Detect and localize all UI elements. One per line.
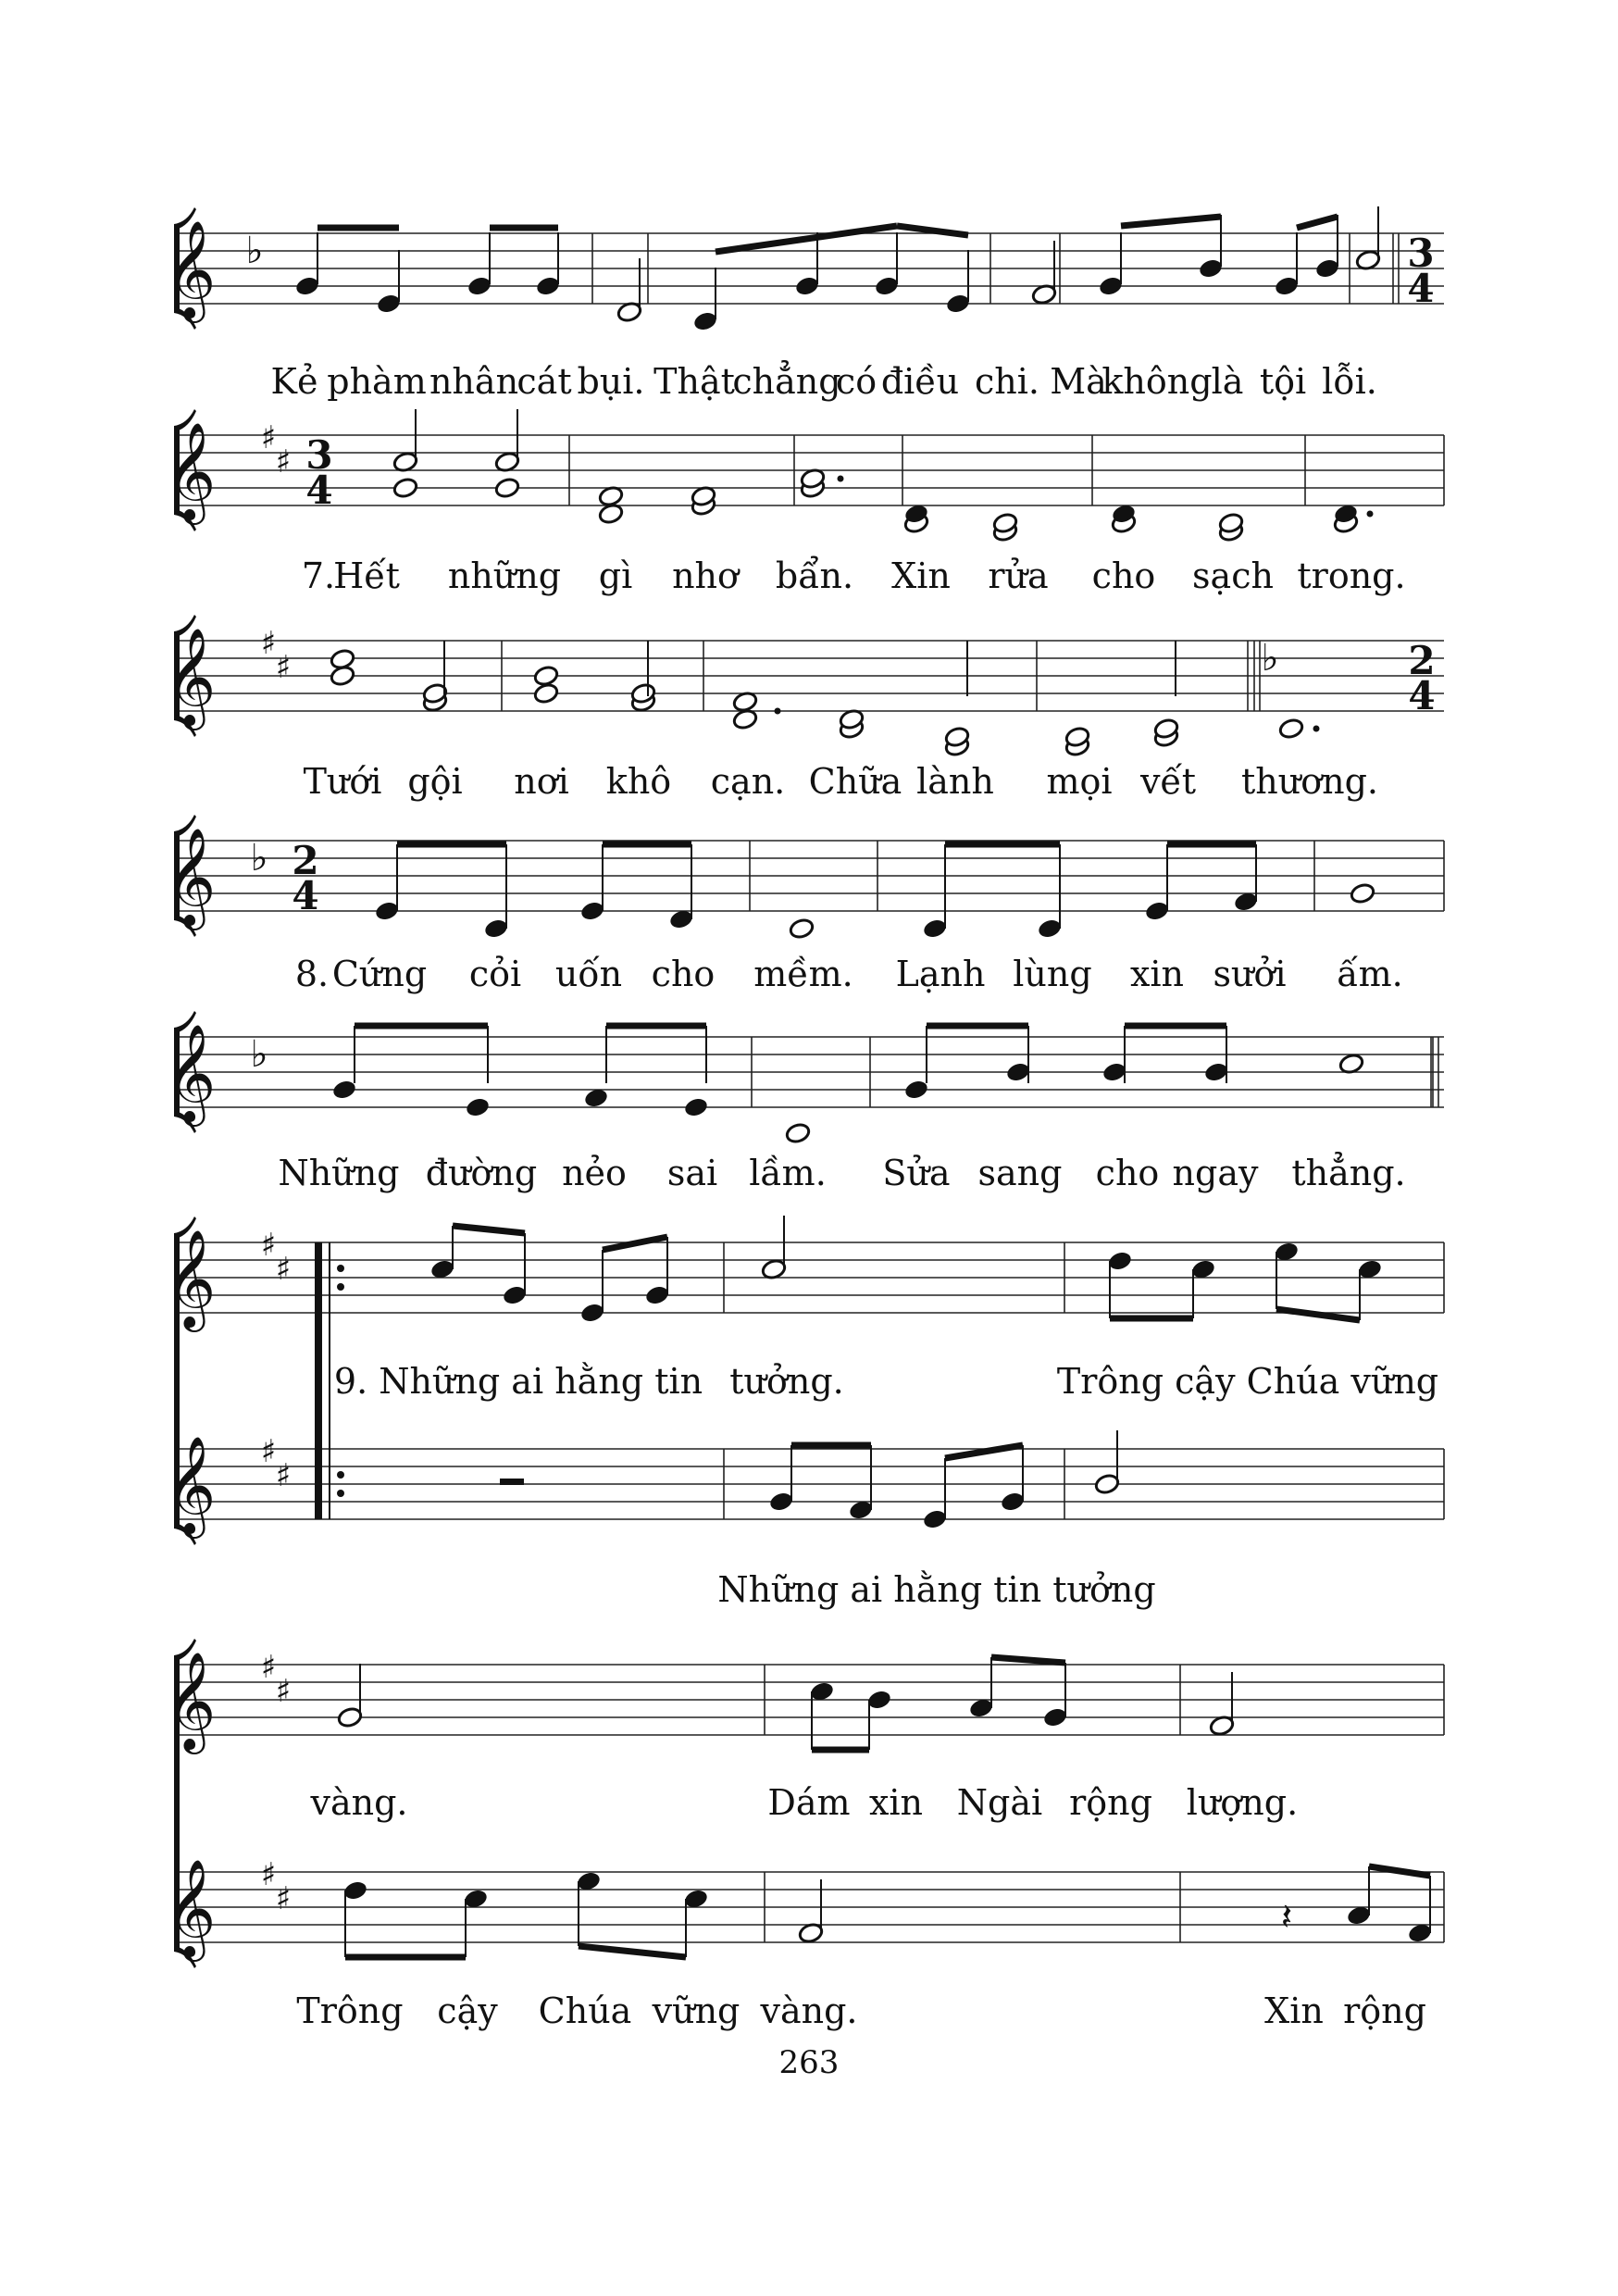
note-head xyxy=(1098,275,1124,297)
lyric: 9. Những ai hằng tin xyxy=(333,1361,703,1402)
time-signature-denominator: 4 xyxy=(305,468,333,513)
repeat-dot xyxy=(337,1471,344,1479)
treble-clef-icon: 𝄞 xyxy=(165,1435,217,1534)
lyric: phàm xyxy=(327,361,427,402)
lyric: thẳng. xyxy=(1291,1153,1406,1193)
note-head xyxy=(342,1879,368,1902)
lyric: xin xyxy=(868,1782,924,1823)
note-beam xyxy=(716,226,897,252)
sharp-icon: ♯ xyxy=(260,1227,277,1264)
lyric: cho xyxy=(651,954,716,994)
treble-clef-icon: 𝄞 xyxy=(165,1858,217,1957)
note-head xyxy=(467,275,492,297)
note-head xyxy=(533,665,559,687)
lyric: Tưới xyxy=(303,761,382,802)
augmentation-dot xyxy=(1313,726,1320,732)
lyric: bụi. xyxy=(577,361,645,402)
lyric: Dám xyxy=(767,1782,851,1823)
verse-number: 7. xyxy=(301,555,336,596)
repeat-dot xyxy=(337,1283,344,1291)
note-beam xyxy=(453,1226,525,1233)
note-head xyxy=(874,275,900,297)
note-head xyxy=(483,917,509,940)
note-head xyxy=(683,1096,709,1118)
treble-clef-icon: 𝄞 xyxy=(165,1229,217,1328)
lyric: sưởi xyxy=(1213,954,1287,994)
page-number: 263 xyxy=(778,2044,840,2081)
lyric: điều xyxy=(880,361,960,402)
note-head xyxy=(1094,1473,1120,1495)
sharp-icon: ♯ xyxy=(275,1251,292,1288)
note-head xyxy=(866,1689,892,1711)
note-head xyxy=(1042,1706,1068,1728)
lyric: Lạnh xyxy=(895,954,986,994)
sharp-icon: ♯ xyxy=(275,649,292,686)
lyric: chẳng xyxy=(732,361,841,402)
note-head xyxy=(1144,900,1170,922)
lyric: không xyxy=(1101,361,1213,402)
time-signature-denominator: 4 xyxy=(1408,673,1436,718)
lyric: vết xyxy=(1139,761,1197,802)
note-head xyxy=(903,1079,929,1101)
note-head xyxy=(922,1508,948,1530)
time-signature-numerator: 3 xyxy=(305,432,333,478)
time-signature-numerator: 3 xyxy=(1407,231,1435,276)
note-head xyxy=(644,1284,670,1306)
lyric: Trông cậy Chúa vững xyxy=(1056,1361,1439,1402)
lyric: cho xyxy=(1091,555,1156,596)
lyric: Xin xyxy=(891,555,951,596)
lyric: nơi xyxy=(514,761,569,802)
note-beam xyxy=(991,1657,1065,1663)
note-head xyxy=(1107,1250,1133,1272)
note-head xyxy=(502,1284,528,1306)
note-beam xyxy=(1121,217,1221,226)
note-head xyxy=(337,1706,363,1728)
augmentation-dot xyxy=(838,476,844,482)
note-head xyxy=(330,648,355,670)
lyric: lỗi. xyxy=(1322,361,1377,402)
lyric: Ngài xyxy=(956,1782,1043,1823)
note-head xyxy=(768,1491,794,1513)
half-rest-icon xyxy=(500,1479,524,1485)
lyric: rửa xyxy=(988,555,1049,596)
lyric: Những ai hằng tin tưởng xyxy=(717,1569,1156,1610)
lyric: Thật xyxy=(653,361,735,402)
lyric: cho xyxy=(1095,1153,1160,1193)
note-head xyxy=(494,477,520,499)
lyric: lành xyxy=(916,761,994,802)
sharp-icon: ♯ xyxy=(260,625,277,662)
note-head xyxy=(1198,257,1224,280)
flat-icon: ♭ xyxy=(1261,637,1279,680)
lyric: vàng. xyxy=(760,1990,858,2031)
sharp-icon: ♯ xyxy=(260,1433,277,1470)
lyric: nhân xyxy=(429,361,519,402)
repeat-dot xyxy=(337,1265,344,1272)
lyric: cỏi xyxy=(468,954,522,994)
note-head xyxy=(579,1302,605,1324)
lyric: lầm. xyxy=(749,1153,827,1193)
note-head xyxy=(392,477,418,499)
lyric: rộng xyxy=(1343,1990,1426,2031)
lyric: sang xyxy=(977,1153,1063,1193)
lyric: gội xyxy=(407,761,463,802)
lyric: Kẻ xyxy=(270,361,318,402)
lyric: những xyxy=(447,555,562,596)
lyric: trong. xyxy=(1297,555,1406,596)
sharp-icon: ♯ xyxy=(275,443,292,480)
note-head xyxy=(294,275,320,297)
note-head xyxy=(1350,882,1375,905)
note-head xyxy=(331,1079,357,1101)
lyric: Xin xyxy=(1264,1990,1324,2031)
lyric: Trông xyxy=(296,1990,404,2031)
note-beam xyxy=(603,1237,667,1250)
lyric: chi. xyxy=(975,361,1039,402)
lyric: rộng xyxy=(1069,1782,1152,1823)
note-head xyxy=(533,682,559,705)
note-head xyxy=(374,900,400,922)
lyric: tội xyxy=(1259,361,1307,402)
note-head xyxy=(1278,718,1304,740)
lyric: thương. xyxy=(1241,761,1378,802)
lyric: Mà xyxy=(1050,361,1107,402)
time-signature-denominator: 4 xyxy=(1407,266,1435,311)
lyric: mọi xyxy=(1046,761,1113,802)
augmentation-dot xyxy=(1367,511,1374,518)
sharp-icon: ♯ xyxy=(260,1856,277,1893)
flat-icon: ♭ xyxy=(250,1033,268,1076)
augmentation-dot xyxy=(775,708,781,715)
lyric: sạch xyxy=(1192,555,1274,596)
note-head xyxy=(785,1122,811,1144)
lyric: đường xyxy=(425,1153,538,1193)
verse-number: 8. xyxy=(294,954,330,994)
lyric: ngay xyxy=(1172,1153,1259,1193)
note-head xyxy=(579,900,605,922)
lyric: cát xyxy=(517,361,572,402)
lyric: xin xyxy=(1129,954,1185,994)
note-beam xyxy=(1369,1866,1430,1876)
treble-clef-icon: 𝄞 xyxy=(165,627,217,726)
note-head xyxy=(535,275,561,297)
lyric: Sửa xyxy=(882,1153,951,1193)
treble-clef-icon: 𝄞 xyxy=(165,421,217,520)
lyric: nẻo xyxy=(562,1153,627,1193)
lyric: khô xyxy=(605,761,672,802)
note-beam xyxy=(579,1946,686,1957)
note-head xyxy=(789,917,815,940)
note-beam xyxy=(1276,1309,1360,1320)
note-head xyxy=(1005,1061,1031,1083)
treble-clef-icon: 𝄞 xyxy=(165,219,217,318)
lyric: nhơ xyxy=(672,555,739,596)
note-head xyxy=(1314,257,1340,280)
treble-clef-icon: 𝄞 xyxy=(165,827,217,926)
sharp-icon: ♯ xyxy=(275,1457,292,1494)
sharp-icon: ♯ xyxy=(275,1673,292,1710)
lyric: vững xyxy=(652,1990,741,2031)
note-head xyxy=(794,275,820,297)
note-head xyxy=(1037,917,1063,940)
lyric: là xyxy=(1211,361,1244,402)
note-head xyxy=(376,293,402,315)
lyric: Những xyxy=(278,1153,400,1193)
lyric: cậy xyxy=(437,1990,498,2031)
lyric: sai xyxy=(666,1153,718,1193)
lyric: gì xyxy=(598,555,633,596)
note-head xyxy=(1203,1061,1229,1083)
lyric: ấm. xyxy=(1337,954,1403,994)
note-head xyxy=(1000,1491,1026,1513)
lyric: bẩn. xyxy=(775,555,854,596)
lyric: lùng xyxy=(1013,954,1092,994)
treble-clef-icon: 𝄞 xyxy=(165,1651,217,1750)
lyric: Cứng xyxy=(331,954,428,994)
repeat-thick-bar xyxy=(315,1242,322,1519)
lyric: cạn. xyxy=(710,761,786,802)
note-head xyxy=(465,1096,491,1118)
flat-icon: ♭ xyxy=(250,837,268,880)
lyric: vàng. xyxy=(310,1782,408,1823)
time-signature-denominator: 4 xyxy=(292,873,319,918)
treble-clef-icon: 𝄞 xyxy=(165,1023,217,1122)
sharp-icon: ♯ xyxy=(260,419,277,456)
lyric: có xyxy=(835,361,877,402)
note-head xyxy=(692,310,718,332)
lyric: Chúa xyxy=(538,1990,632,2031)
note-beam xyxy=(945,1445,1023,1458)
sharp-icon: ♯ xyxy=(275,1880,292,1917)
lyric: lượng. xyxy=(1186,1782,1299,1823)
note-head xyxy=(1274,275,1300,297)
note-head xyxy=(922,917,948,940)
time-signature-numerator: 2 xyxy=(292,838,319,883)
note-head xyxy=(1101,1061,1127,1083)
note-beam xyxy=(1297,217,1338,228)
lyric: Chữa xyxy=(808,761,902,802)
lyric: uốn xyxy=(554,954,623,994)
sharp-icon: ♯ xyxy=(260,1649,277,1686)
lyric: tưởng. xyxy=(729,1361,844,1402)
time-signature-numerator: 2 xyxy=(1408,638,1436,683)
repeat-dot xyxy=(337,1490,344,1497)
lyric: Hết xyxy=(333,555,400,596)
lyric: mềm. xyxy=(753,954,853,994)
note-head xyxy=(945,293,971,315)
flat-icon: ♭ xyxy=(245,230,264,272)
quarter-rest-icon: 𝄽 xyxy=(1280,1896,1293,1939)
